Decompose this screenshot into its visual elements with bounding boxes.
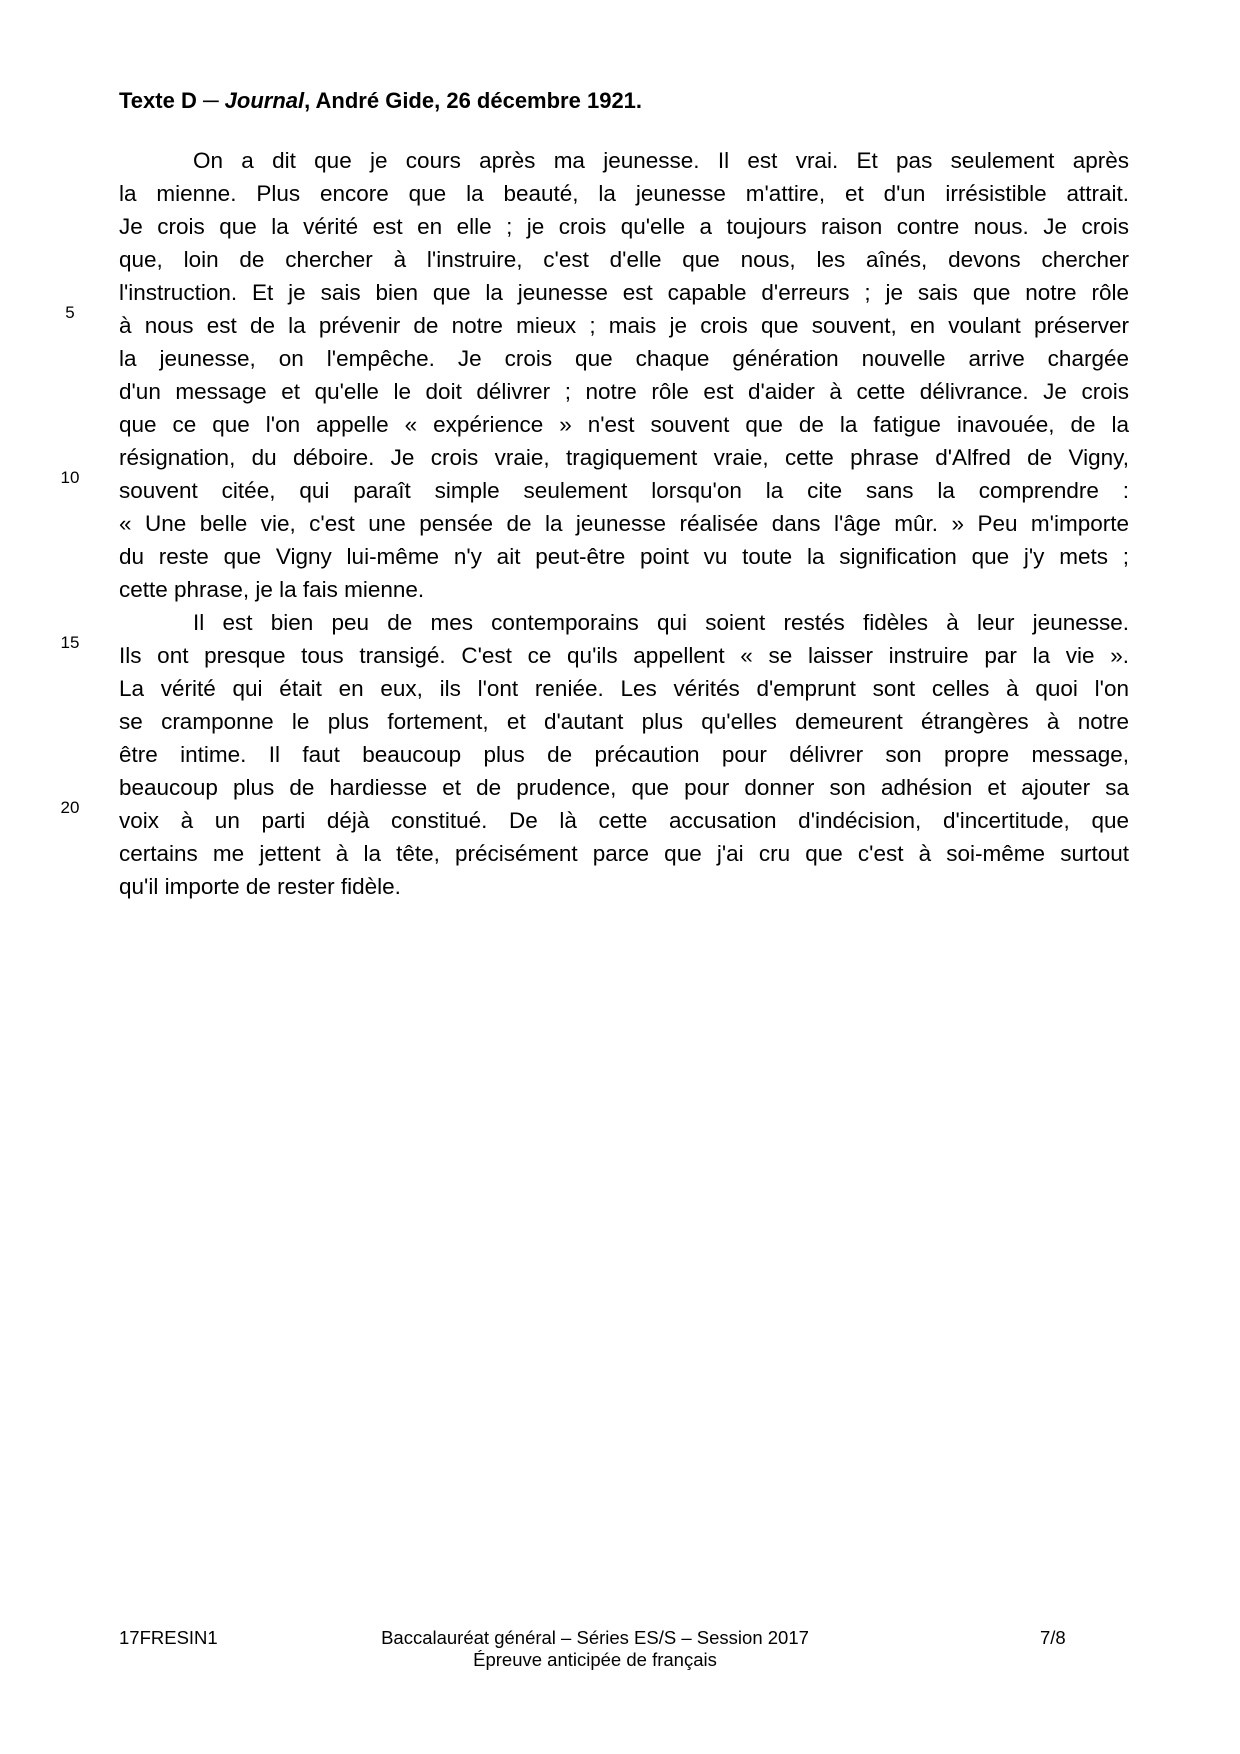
text-line: souvent citée, qui paraît simple seulement lorsqu'on la cite sans la comprendre :	[119, 478, 1129, 503]
footer-exam-line1: Baccalauréat général – Séries ES/S – Session 2017	[381, 1627, 809, 1648]
text-line: qu'il importe de rester fidèle.	[119, 874, 401, 899]
text-line: La vérité qui était en eux, ils l'ont reniée. Les vérités d'emprunt sont celles à quoi l'on	[119, 676, 1129, 701]
footer-code: 17FRESIN1	[119, 1627, 218, 1648]
text-line: être intime. Il faut beaucoup plus de précaution pour délivrer son propre message,	[119, 742, 1129, 767]
footer-page-number: 7/8	[1040, 1627, 1066, 1648]
line-number: 5	[65, 303, 75, 322]
footer-exam-line2: Épreuve anticipée de français	[473, 1649, 717, 1670]
footer-exam-info	[300, 1627, 890, 1671]
text-line: On a dit que je cours après ma jeunesse. Il est vrai. Et pas seulement après	[193, 148, 1129, 173]
text-line: à nous est de la prévenir de notre mieux ; mais je crois que souvent, en voulant préserver	[119, 313, 1129, 338]
text-line: la mienne. Plus encore que la beauté, la jeunesse m'attire, et d'un irrésistible attrait.	[119, 181, 1129, 206]
text-line: la jeunesse, on l'empêche. Je crois que chaque génération nouvelle arrive chargée	[119, 346, 1129, 371]
title-suffix: , André Gide, 26 décembre 1921.	[304, 88, 643, 113]
text-line: du reste que Vigny lui-même n'y ait peut-être point vu toute la signification que j'y mets ;	[119, 544, 1129, 569]
text-line: Je crois que la vérité est en elle ; je crois qu'elle a toujours raison contre nous. Je crois	[119, 214, 1129, 239]
line-number: 20	[60, 798, 80, 817]
text-line: d'un message et qu'elle le doit délivrer ; notre rôle est d'aider à cette délivrance. Je crois	[119, 379, 1129, 404]
text-line: que ce que l'on appelle « expérience » n'est souvent que de la fatigue inavouée, de la	[119, 412, 1129, 437]
text-line: voix à un parti déjà constitué. De là cette accusation d'indécision, d'incertitude, que	[119, 808, 1129, 833]
text-line: que, loin de chercher à l'instruire, c'est d'elle que nous, les aînés, devons chercher	[119, 247, 1129, 272]
text-line: certains me jettent à la tête, précisément parce que j'ai cru que c'est à soi-même surtout	[119, 841, 1129, 866]
title-prefix: Texte D ─	[119, 88, 225, 113]
text-line: résignation, du déboire. Je crois vraie, tragiquement vraie, cette phrase d'Alfred de Vigny,	[119, 445, 1129, 470]
text-line: Ils ont presque tous transigé. C'est ce qu'ils appellent « se laisser instruire par la vie ».	[119, 643, 1129, 668]
text-line: Il est bien peu de mes contemporains qui soient restés fidèles à leur jeunesse.	[193, 610, 1129, 635]
text-line: cette phrase, je la fais mienne.	[119, 577, 425, 602]
text-line: beaucoup plus de hardiesse et de prudence, que pour donner son adhésion et ajouter sa	[119, 775, 1129, 800]
title-work: Journal	[224, 88, 305, 113]
text-line: l'instruction. Et je sais bien que la jeunesse est capable d'erreurs ; je sais que notre rôle	[119, 280, 1129, 305]
text-line: « Une belle vie, c'est une pensée de la jeunesse réalisée dans l'âge mûr. » Peu m'importe	[119, 511, 1129, 536]
line-number: 10	[60, 468, 80, 487]
line-number: 15	[60, 633, 80, 652]
text-line: se cramponne le plus fortement, et d'autant plus qu'elles demeurent étrangères à notre	[119, 709, 1129, 734]
